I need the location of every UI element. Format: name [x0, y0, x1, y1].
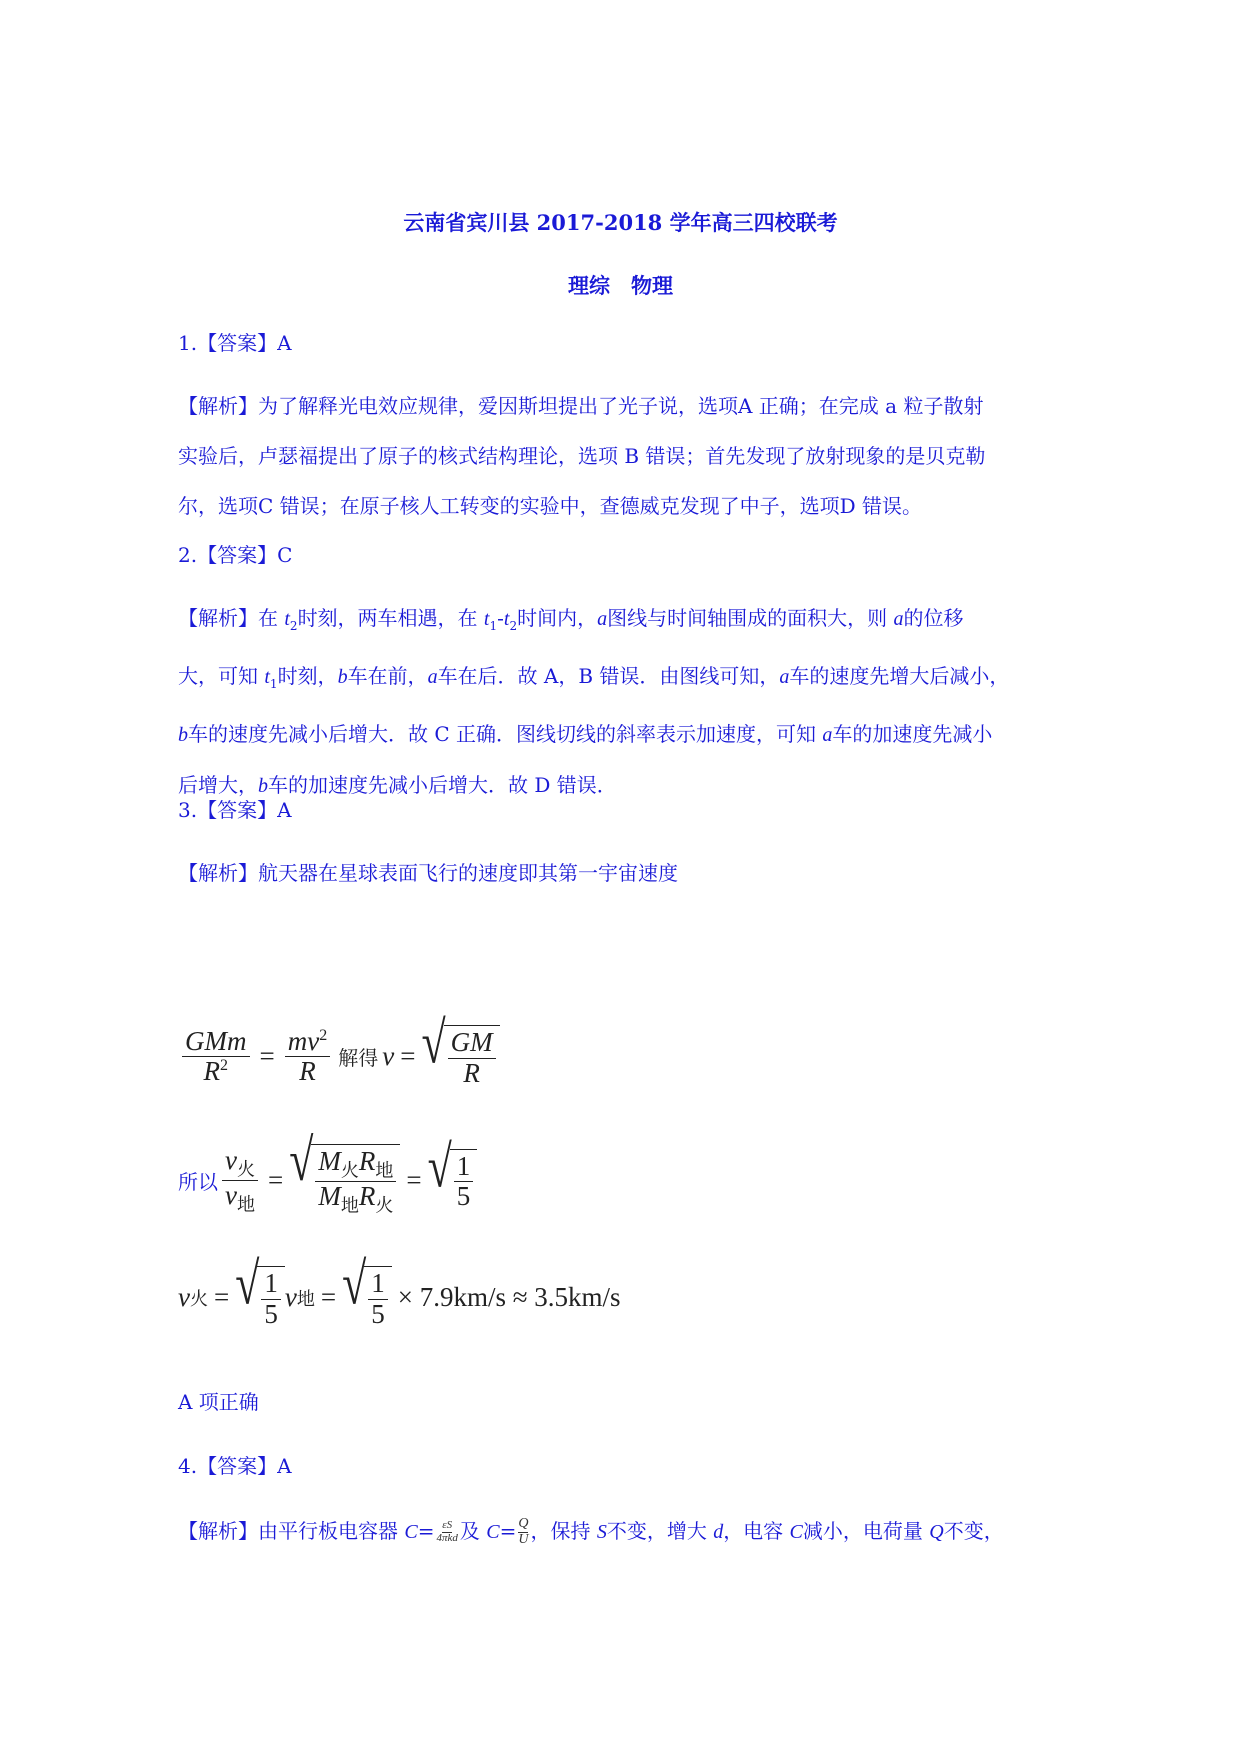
q2-l1-e: 的位移 — [903, 606, 964, 630]
q2-l2-av: a — [427, 666, 438, 688]
q3-equation-2 — [178, 1127, 477, 1217]
q4-b: 及 — [459, 1519, 487, 1543]
eq3-di: 地 — [296, 1288, 315, 1310]
eq2-equals-2: = — [406, 1164, 422, 1195]
q2-l1-av: a — [597, 608, 608, 630]
q1-analysis-line1: 为了解释光电效应规律，爱因斯坦提出了光子说，选项A 正确；在完成 a 粒子散射 — [258, 394, 984, 418]
eq3-huo: 火 — [189, 1288, 208, 1310]
q3-equation-3 — [178, 1250, 621, 1329]
q2-l2-e: 车的速度先增大后减小， — [789, 664, 1010, 688]
eq3-five-a: 5 — [264, 1298, 278, 1329]
q2-l1-t2: t — [284, 608, 290, 630]
eq2-v-bottom: v — [225, 1179, 237, 1210]
eq2-sqrt-1: √ $\frac{M_火R_地}{M_地R_火}$ — [289, 1144, 400, 1216]
eq3-v: v — [178, 1282, 190, 1313]
q2-answer: 2.【答案】C — [178, 543, 293, 567]
q4-C: C — [404, 1521, 418, 1543]
eq2-R-top: R — [358, 1146, 376, 1176]
q2-analysis-head: 【解析】 — [178, 606, 258, 630]
eq3-sqrt-2: √ $\frac{1}{5}$ — [342, 1266, 392, 1329]
q4-fden: 4πkd — [436, 1532, 458, 1544]
q2-l2-bv: b — [337, 666, 348, 688]
q2-l2-b: 时刻， — [277, 664, 338, 688]
q4-c: ，保持 — [530, 1519, 597, 1543]
q1-analysis-line2: 实验后，卢瑟福提出了原子的核式结构理论，选项 B 错误；首先发现了放射现象的是贝克勒 — [178, 444, 986, 468]
q1-analysis-line3: 尔，选项C 错误；在原子核人工转变的实验中，查德威克发现了中子，选项D 错误。 — [178, 494, 923, 518]
eq1-equals: = — [259, 1041, 275, 1072]
q3-analysis-head: 【解析】 — [178, 861, 258, 885]
q3-conclusion: A 项正确 — [178, 1390, 259, 1414]
q2-l4-b: 车的加速度先减小后增大．故 D 错误． — [268, 773, 617, 797]
eq2-huo-top: 火 — [236, 1158, 255, 1180]
eq1-rden: R — [463, 1057, 480, 1088]
q2-l3-b: 车的加速度先减小 — [832, 722, 993, 746]
q2-l1-t2b: t — [503, 608, 510, 630]
eq1-frac-right — [285, 1027, 330, 1087]
eq1-frac-left — [182, 1027, 250, 1087]
q3-analysis — [178, 848, 1068, 898]
q4-frac-2 — [518, 1517, 528, 1547]
q2-l1-t1: t — [483, 608, 490, 630]
q2-l3-av: a — [822, 724, 833, 746]
eq2-M-bottom: M — [318, 1181, 341, 1212]
eq1-den1: R — [203, 1056, 220, 1087]
eq2-five: 5 — [456, 1181, 471, 1212]
eq1-num1: GMm — [182, 1027, 250, 1058]
q2-l3-bv: b — [178, 724, 188, 746]
q2-l2-t1: t — [264, 666, 270, 688]
eq2-Msub-bottom: 地 — [340, 1195, 359, 1217]
q4-frac-1 — [436, 1520, 457, 1544]
q1-answer: 1.【答案】A — [178, 331, 292, 355]
eq3-sqrt-1: √ $\frac{1}{5}$ — [235, 1266, 285, 1329]
q4-S: S — [596, 1521, 607, 1543]
q4-fnum2: Q — [518, 1516, 529, 1532]
eq1-v: v — [382, 1041, 395, 1072]
eq2-frac-v — [222, 1146, 258, 1215]
eq2-v-top: v — [225, 1144, 237, 1175]
document-subtitle: 理综 物理 — [568, 273, 673, 298]
q2-l1-b: 时刻，两车相遇，在 — [297, 606, 484, 630]
q4-analysis-head: 【解析】 — [178, 1519, 258, 1543]
eq1-exp2: 2 — [319, 1026, 328, 1044]
q2-l2-t1sub: 1 — [269, 677, 278, 691]
q4-dv: d — [713, 1521, 724, 1543]
q2-l2-a: 大，可知 — [178, 664, 265, 688]
eq2-suoyi: 所以 — [178, 1169, 218, 1194]
eq2-di-bottom: 地 — [236, 1194, 255, 1216]
q2-l1-t2bsub: 2 — [509, 619, 518, 633]
q4-fden2: U — [518, 1532, 529, 1547]
q4-answer: 4.【答案】A — [178, 1454, 292, 1478]
q4-Q: Q — [929, 1521, 944, 1543]
q2-l4-a: 后增大， — [178, 773, 258, 797]
q4-eq2: = — [499, 1519, 517, 1543]
q1-analysis — [178, 381, 1068, 531]
q4-f: 减小，电荷量 — [802, 1519, 930, 1543]
eq1-sqrt: √ $\frac{GM}{R}$ — [421, 1025, 499, 1088]
eq1-num2: mv — [287, 1025, 320, 1056]
q2-l1-t2sub: 2 — [289, 619, 298, 633]
eq3-v2: v — [284, 1282, 297, 1313]
q2-l3-a: 车的速度先减小后增大．故 C 正确．图线切线的斜率表示加速度，可知 — [188, 722, 823, 746]
q1-analysis-head: 【解析】 — [178, 394, 258, 418]
q2-l1-a: 在 — [258, 606, 285, 630]
q4-analysis — [178, 1506, 1068, 1557]
q4-C3: C — [789, 1521, 803, 1543]
q2-l2-c: 车在前， — [347, 664, 428, 688]
q4-a: 由平行板电容器 — [258, 1519, 405, 1543]
eq3-one-b: 1 — [368, 1269, 388, 1300]
q2-l2-av2: a — [779, 666, 790, 688]
eq1-rnum: GM — [448, 1028, 496, 1059]
q2-l2-d: 车在后．故 A，B 错误．由图线可知， — [437, 664, 780, 688]
eq2-M-top: M — [318, 1146, 341, 1176]
q2-l1-t1sub: 1 — [489, 619, 498, 633]
eq2-Msub-top: 火 — [340, 1160, 359, 1182]
eq2-Rsub-bottom: 火 — [375, 1195, 394, 1217]
eq3-one-a: 1 — [261, 1269, 281, 1300]
q4-e: ，电容 — [723, 1519, 790, 1543]
eq2-Rsub-top: 地 — [375, 1160, 394, 1182]
eq2-equals: = — [267, 1164, 284, 1195]
q4-fnum: εS — [442, 1519, 453, 1532]
eq1-exp1: 2 — [220, 1057, 228, 1075]
document-title: 云南省宾川县 2017-2018 学年高三四校联考 — [403, 210, 838, 235]
eq3-rest: × 7.9km/s ≈ 3.5km/s — [397, 1282, 621, 1313]
q2-l4-bv: b — [258, 775, 268, 797]
q4-eq: = — [417, 1519, 435, 1543]
q2-analysis — [178, 593, 1068, 811]
q2-l1-c: 时间内， — [517, 606, 598, 630]
eq3-equals: = — [213, 1282, 230, 1313]
eq2-R-bottom: R — [358, 1181, 376, 1212]
q4-g: 不变， — [943, 1519, 1004, 1543]
q3-answer: 3.【答案】A — [178, 798, 292, 822]
q3-equation-1 — [178, 1009, 500, 1088]
eq1-den2: R — [299, 1056, 316, 1087]
q4-d: 不变，增大 — [606, 1519, 714, 1543]
eq1-jiede: 解得 — [338, 1046, 379, 1071]
q2-l1-dash: - — [497, 606, 504, 630]
eq2-one: 1 — [454, 1152, 474, 1183]
eq3-five-b: 5 — [371, 1298, 385, 1329]
q4-C2: C — [486, 1521, 500, 1543]
eq1-equals-2: = — [400, 1041, 416, 1072]
q2-l1-av2: a — [893, 608, 904, 630]
eq2-sqrt-2: √ $\frac{1}{5}$ — [428, 1149, 478, 1212]
eq3-equals-2: = — [320, 1282, 337, 1313]
q3-analysis-text: 航天器在星球表面飞行的速度即其第一宇宙速度 — [258, 861, 678, 885]
q2-l1-d: 图线与时间轴围成的面积大，则 — [607, 606, 894, 630]
